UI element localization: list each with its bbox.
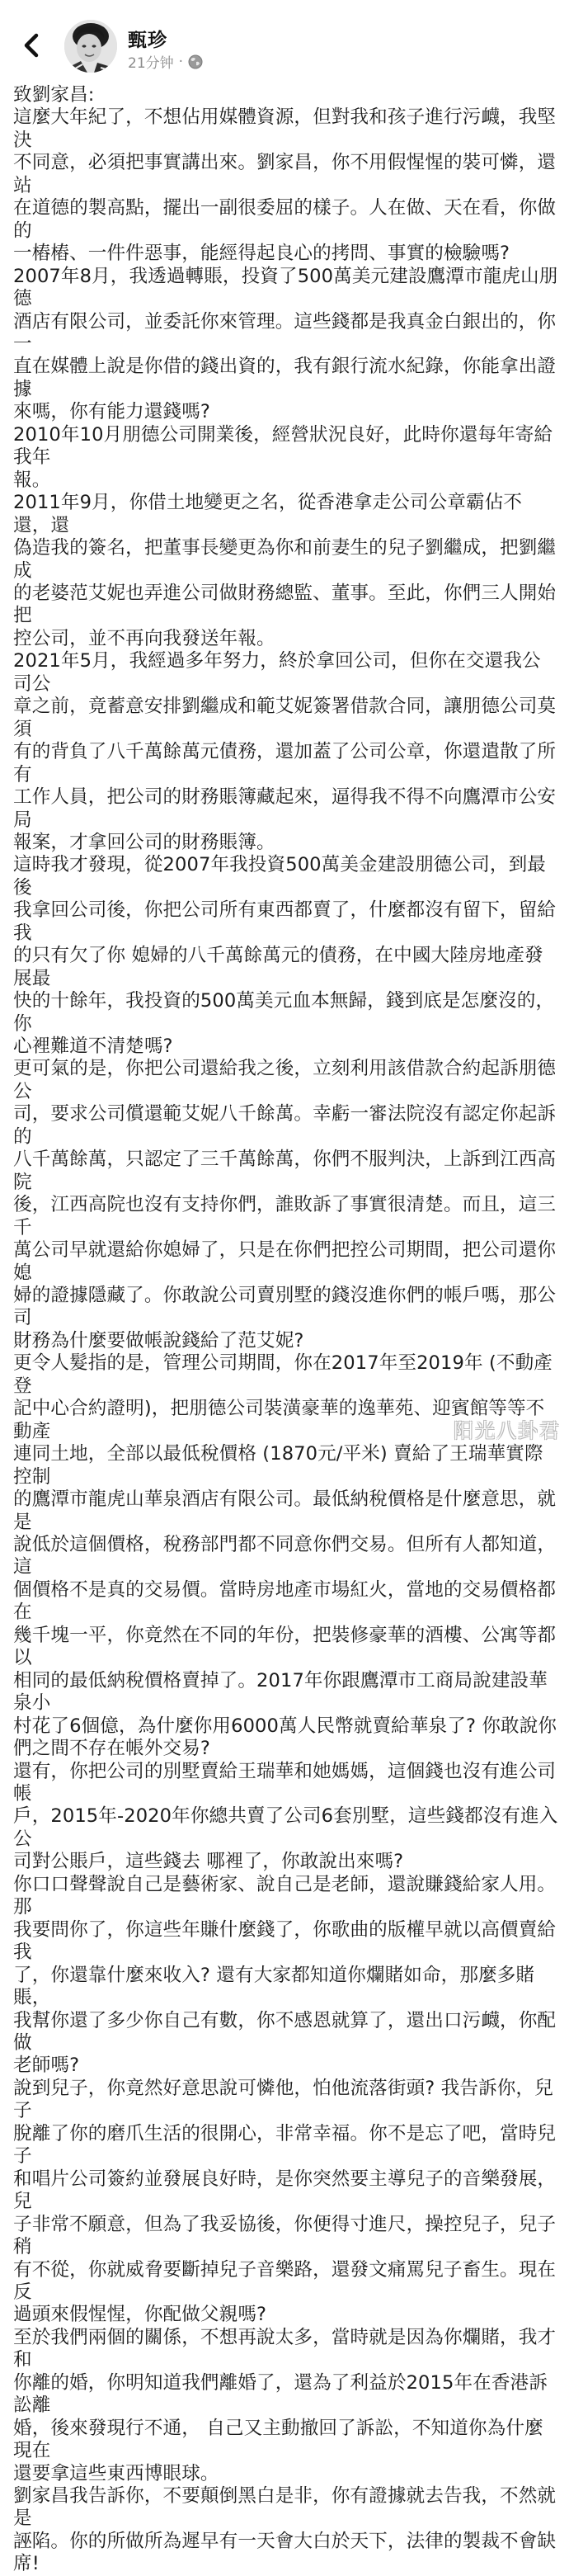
post-text-line: 幾千塊一平，你竟然在不同的年份，把裝修豪華的酒樓、公寓等都以 (13, 1624, 557, 1669)
post-text-line: 老師嗎? (13, 2055, 80, 2077)
post-text-line: 這時我才發現，從2007年我投資500萬美金建設朋德公司，到最後 (13, 854, 546, 899)
post-text-line: 來嗎，你有能力還錢嗎? (13, 401, 211, 423)
post-text-line: 婦的證據隱藏了。你敢說公司賣別墅的錢沒進你們的帳戶嗎，那公司 (13, 1285, 557, 1329)
chevron-left-icon (20, 31, 43, 59)
meta-separator: · (178, 53, 184, 70)
globe-icon (188, 54, 203, 69)
post-text-line: 一樁樁、一件件惡事，能經得起良心的拷問、事實的檢驗嗎? (13, 243, 510, 265)
post-text-line: 控公司，並不再向我發送年報。 (13, 627, 275, 649)
post-text-line: 報。 (13, 469, 51, 491)
post-text-line: 有的背負了八千萬餘萬元債務，還加蓋了公司公章，你還遣散了所有 (13, 741, 557, 786)
watermark: 阳光八卦君 (454, 1419, 561, 1442)
post-text-line: 更令人髮指的是，管理公司期間，你在2017年至2019年 (不動產登 (13, 1352, 553, 1397)
post-meta (128, 51, 203, 72)
post-text-line: 工作人員，把公司的財務賬簿藏起來，逼得我不得不向鷹潭市公安局 (13, 786, 557, 831)
post-text-line: 子非常不願意，但為了我妥協後，你便得寸進尺，操控兒子，兒子稍 (13, 2213, 557, 2258)
post-text-line: 過頭來假惺惺，你配做父親嗎? (13, 2304, 267, 2326)
post-text-line: 不同意，必須把事實講出來。劉家昌，你不用假惺惺的裝可憐，還站 (13, 152, 557, 196)
post-text-line: 的鷹潭市龍虎山華泉酒店有限公司。最低納稅價格是什麼意思，就是 (13, 1489, 557, 1533)
post-header (0, 0, 569, 78)
post-text-line: 我拿回公司後，你把公司所有東西都賣了，什麼都沒有留下，留給我 (13, 899, 557, 944)
post-timestamp: 21分钟 (128, 55, 174, 72)
post-text-line: 我幫你還了多少你自己有數，你不感恩就算了，還出口污衊，你配做 (13, 2009, 557, 2054)
post-text-line: 連同土地，全部以最低稅價格 (1870元/平米) 賣給了王瑞華實際控制 (13, 1443, 543, 1488)
post-text-line: 席! (13, 2553, 40, 2575)
post-text-line: 說到兒子，你竟然好意思說可憐他，怕他流落街頭? 我告訴你，兒子 (13, 2077, 553, 2122)
post-text-line: 了，你還靠什麼來收入? 還有大家都知道你爛賭如命，那麼多賭賬， (13, 1964, 535, 2009)
post-text-line: 2010年10月朋德公司開業後，經營狀況良好，此時你還每年寄給我年 (13, 423, 553, 469)
post-body (13, 84, 559, 2576)
avatar[interactable] (64, 20, 117, 73)
post-text-line: 章之前，竟蓄意安排劉繼成和範艾妮簽署借款合同，讓朋德公司莫須 (13, 696, 557, 740)
post-text-line: 司，要求公司償還範艾妮八千餘萬。幸虧一審法院沒有認定你起訴的 (13, 1103, 557, 1148)
post-text-line: 2007年8月，我透過轉賬，投資了500萬美元建設鷹潭市龍虎山朋德 (13, 265, 558, 310)
avatar-photo-icon (64, 20, 117, 73)
post-text-line: 心裡難道不清楚嗎? (13, 1036, 173, 1058)
post-text-line: 司對公賬戶，這些錢去 哪裡了，你敢說出來嗎? (13, 1851, 404, 1873)
salutation: 致劉家昌: (13, 84, 95, 106)
post-text-line: 更可氣的是，你把公司還給我之後，立刻利用該借款合約起訴朋德公 (13, 1058, 557, 1102)
post-text-line: 財務為什麼要做帳說錢給了范艾妮? (13, 1329, 304, 1352)
post-text-line: 2011年9月，你借土地變更之名，從香港拿走公司公章霸佔不還，還 (13, 492, 523, 536)
post-text-line: 酒店有限公司，並委託你來管理。這些錢都是我真金白銀出的，你一 (13, 310, 557, 355)
post-text-line: 報案，才拿回公司的財務賬簿。 (13, 831, 275, 853)
post-text-line: 至於我們兩個的關係，不想再說太多，當時就是因為你爛賭，我才和 (13, 2326, 557, 2371)
post-text-line: 和唱片公司簽約並發展良好時，是你突然要主導兒子的音樂發展，兒 (13, 2168, 557, 2213)
post-text-line: 相同的最低納稅價格賣掉了。2017年你跟鷹潭市工商局說建設華泉小 (13, 1669, 548, 1715)
post-text-line: 你離的婚，你明知道我們離婚了，還為了利益於2015年在香港訴訟離 (13, 2371, 548, 2417)
post-text-line: 2021年5月，我經過多年努力，終於拿回公司，但你在交還我公司公 (13, 650, 541, 695)
post-text-line: 們之間不存在帳外交易? (13, 1738, 211, 1760)
back-button[interactable] (20, 31, 43, 59)
post-text-lines (13, 106, 559, 2575)
post-text-line: 劉家昌我告訴你，不要顛倒黑白是非，你有證據就去告我，不然就是 (13, 2485, 557, 2530)
post-text-line: 的只有欠了你 媳婦的八千萬餘萬元的債務，在中國大陸房地產發展最 (13, 945, 543, 989)
post-text-line: 八千萬餘萬，只認定了三千萬餘萬，你們不服判決，上訴到江西高院 (13, 1149, 557, 1193)
post-text-line: 婚，後來發現行不通， 自己又主動撤回了訴訟，不知道你為什麼現在 (13, 2417, 543, 2462)
post-text-line: 後，江西高院也沒有支持你們，誰敗訴了事實很清楚。而且，這三千 (13, 1194, 557, 1238)
post-text-line: 你口口聲聲說自己是藝術家、說自己是老師，還說賺錢給家人用。那 (13, 1873, 557, 1918)
post-text-line: 我要問你了，你這些年賺什麼錢了，你歌曲的版權早就以高價賣給我 (13, 1918, 557, 1964)
post-text-line: 脫離了你的磨爪生活的很開心，非常幸福。你不是忘了吧，當時兒子 (13, 2122, 557, 2168)
post-text-line: 在道德的製高點，擺出一副很委屈的樣子。人在做、天在看，你做的 (13, 197, 557, 242)
post-text-line: 還要拿這些東西博眼球。 (13, 2462, 219, 2484)
post-text-line: 村花了6個億，為什麼你用6000萬人民幣就賣給華泉了? 你敢說你 (13, 1715, 557, 1737)
post-text-line: 這麼大年紀了，不想佔用媒體資源，但對我和孩子進行污衊，我堅決 (13, 106, 557, 151)
post-text-line: 直在媒體上說是你借的錢出資的，我有銀行流水紀錄，你能拿出證據 (13, 356, 557, 400)
post-text-line: 戶，2015年-2020年你總共賣了公司6套別墅，這些錢都沒有進入公 (13, 1805, 558, 1850)
post-text-line: 記中心合約證明)，把朋德公司裝潢豪華的逸華苑、迎賓館等等不動產 (13, 1398, 545, 1442)
post-text-line: 還有，你把公司的別墅賣給王瑞華和她媽媽，這個錢也沒有進公司帳 (13, 1760, 557, 1805)
post-text-line: 的老婆范艾妮也弄進公司做財務總監、董事。至此，你們三人開始把 (13, 582, 557, 627)
post-text-line: 說低於這個價格，稅務部門都不同意你們交易。但所有人都知道，這 (13, 1534, 557, 1578)
post-text-line: 個價格不是真的交易價。當時房地產市場紅火，當地的交易價格都在 (13, 1578, 557, 1624)
post-text-line: 偽造我的簽名，把董事長變更為你和前妻生的兒子劉繼成，把劉繼成 (13, 537, 557, 582)
post-text-line: 萬公司早就還給你媳婦了，只是在你們把控公司期間，把公司還你媳 (13, 1239, 557, 1284)
post-text-line: 快的十餘年，我投資的500萬美元血本無歸，錢到底是怎麼沒的，你 (13, 990, 555, 1035)
author-name[interactable]: 甄珍 (128, 30, 167, 51)
post-text-line: 有不從，你就威脅要斷掉兒子音樂路，還發文痛罵兒子畜生。現在反 (13, 2258, 557, 2303)
post-text-line: 誣陷。你的所做所為遲早有一天會大白於天下，法律的製裁不會缺 (13, 2530, 557, 2552)
